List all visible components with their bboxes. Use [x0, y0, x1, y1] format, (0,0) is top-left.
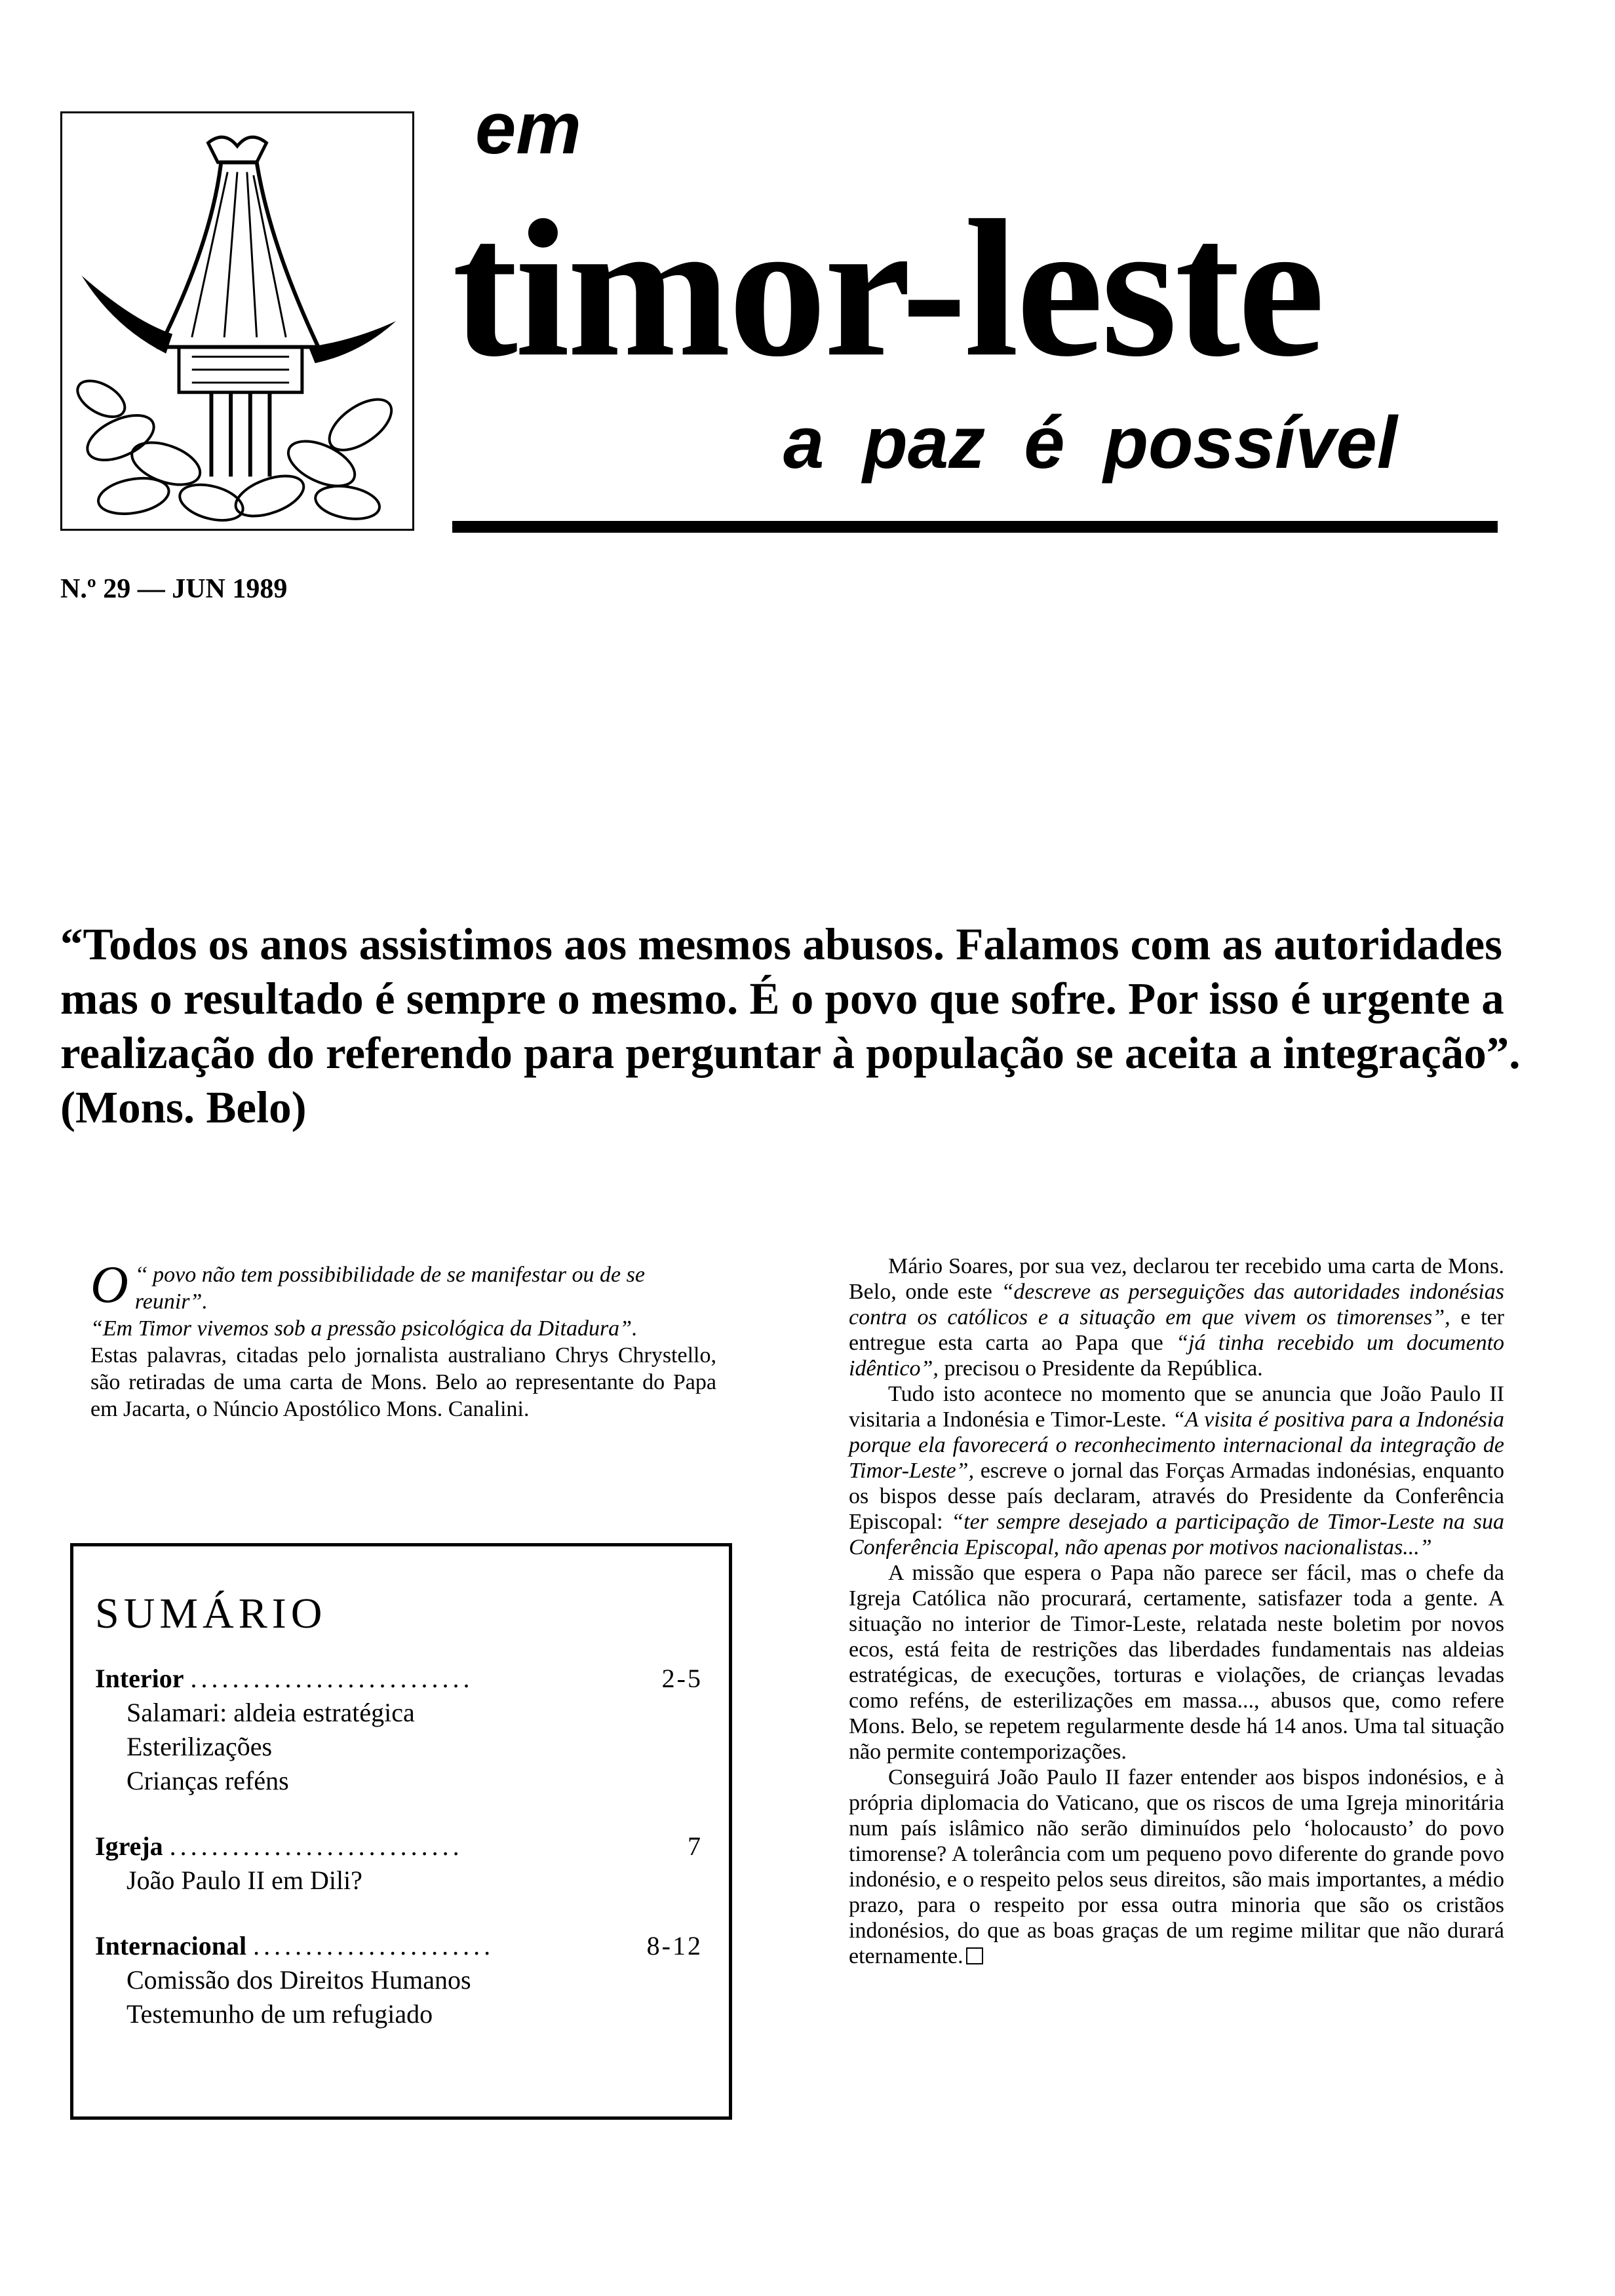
- summary-item: Salamari: aldeia estratégica: [126, 1698, 415, 1727]
- summary-leader-dots: ............................: [169, 1831, 463, 1861]
- article-run: Mário Soares, por sua vez, declarou ter recebido uma carta de Mons. Belo, onde este: [849, 1254, 1504, 1304]
- logo: [60, 111, 414, 531]
- summary-leader-dots: .......................: [253, 1931, 495, 1961]
- article-paragraph-4: [849, 1765, 1504, 1969]
- summary-section-internacional: [95, 1929, 703, 2031]
- intro-quote-2: “Em Timor vivemos sob a pressão psicológica da Ditadura”.: [90, 1316, 638, 1341]
- intro-body: Estas palavras, citadas pelo jornalista australiano Chrys Chrystello, são retiradas de uma carta de Mons. Belo ao representante do Papa em Jacarta, o Núncio Apostólico Mons. Canalini.: [90, 1343, 716, 1421]
- summary-section-name: Interior: [95, 1664, 184, 1693]
- drop-cap: O: [90, 1256, 128, 1314]
- article-run: escreve o jornal das Forças Armadas indonésias, enquanto os bispos desse país declaram, através do Presidente da Conferência Episcopal:: [849, 1459, 1504, 1534]
- headline-quote: “Todos os anos assistimos aos mesmos abusos. Falamos com as autoridades mas o resultado é sempre o mesmo. É o povo que sofre. Por isso é urgente a realização do referendo para perguntar à população se aceita a integração”. (Mons. Belo): [60, 919, 1521, 1132]
- summary-page-number: 2-5: [661, 1664, 703, 1693]
- summary-leader-dots: ...........................: [190, 1664, 474, 1693]
- article-paragraph-1: [849, 1253, 1504, 1381]
- summary-page-number: 8-12: [646, 1931, 703, 1961]
- end-mark-icon: [966, 1947, 983, 1964]
- article-body: [849, 1253, 1504, 1969]
- article-run-italic: “A visita é positiva para a Indonésia porque ela favorecerá o reconhecimento internacional da integração de Timor-Leste”,: [849, 1407, 1504, 1483]
- summary-box: [70, 1543, 732, 2120]
- intro-quote-1: [90, 1256, 716, 1315]
- article-run: precisou o Presidente da República.: [938, 1356, 1263, 1381]
- timorese-house-icon: [62, 113, 412, 529]
- masthead-prefix: em: [475, 87, 581, 169]
- masthead-rule: [452, 521, 1498, 533]
- article-run-italic: “descreve as perseguições das autoridades indonésias contra os católicos e a situação em que vivem os timorenses”,: [849, 1280, 1504, 1330]
- article-run: Tudo isto acontece no momento que se anuncia que João Paulo II visitaria a Indonésia e Timor-Leste.: [849, 1382, 1504, 1432]
- summary-title: SUMÁRIO: [95, 1590, 327, 1637]
- summary-item: Esterilizações: [126, 1732, 273, 1761]
- article-run-italic: “já tinha recebido um documento idêntico”,: [849, 1331, 1505, 1381]
- article-paragraph-3: A missão que espera o Papa não parece ser fácil, mas o chefe da Igreja Católica não procurará, certamente, satisfazer toda a gente. A situação no interior de Timor-Leste, relatada neste boletim por novos ecos, está feita de restrições das liberdades fundamentais nas aldeias estratégicas, de execuções, torturas e violações, de crianças levadas como reféns, de esterilizações em massa..., abusos que, como refere Mons. Belo, se repetem regularmente desde há 14 anos. Uma tal situação não permite contemporizações.: [849, 1561, 1504, 1764]
- intro-quote-1-text: povo não tem possibibilidade de se manifestar ou de se reunir”.: [134, 1263, 645, 1314]
- summary-item: Crianças reféns: [126, 1766, 289, 1795]
- article-run-italic: “ter sempre desejado a participação de Timor-Leste na sua Conferência Episcopal, não apenas por motivos nacionalistas...”: [849, 1510, 1504, 1559]
- summary-item: João Paulo II em Dili?: [126, 1866, 362, 1895]
- article-run: Conseguirá João Paulo II fazer entender aos bispos indonésios, e à própria diplomacia do Vaticano, que os riscos de uma Igreja minoritária num país islâmico não serão diminuídos pelo ‘holocausto’ do povo timorense? A tolerância com um pequeno povo diferente do grande povo indonésio, e o respeito pelos seus direitos, são mais importantes, a médio prazo, para o respeito por essa outra minoria que são os cristãos indonésios, do que as boas graças de um regime militar que não durará eternamente.: [849, 1765, 1504, 1968]
- masthead-slogan: a paz é possível: [783, 402, 1397, 484]
- article-paragraph-2: [849, 1381, 1504, 1560]
- open-quote-mark: ‘‘: [134, 1263, 147, 1287]
- summary-section-name: Igreja: [95, 1831, 163, 1861]
- article-run: e ter entregue esta carta ao Papa que: [849, 1305, 1504, 1355]
- summary-section-name: Internacional: [95, 1931, 247, 1961]
- summary-page-number: 7: [688, 1831, 703, 1861]
- intro-quote: [90, 1256, 716, 1423]
- summary-section-interior: [95, 1662, 703, 1798]
- summary-item: Comissão dos Direitos Humanos: [126, 1965, 471, 1995]
- issue-number: N.º 29 — JUN 1989: [60, 574, 288, 604]
- summary-item: Testemunho de um refugiado: [126, 1999, 433, 2029]
- summary-section-igreja: [95, 1829, 703, 1898]
- masthead-title: timor-leste: [452, 180, 1323, 397]
